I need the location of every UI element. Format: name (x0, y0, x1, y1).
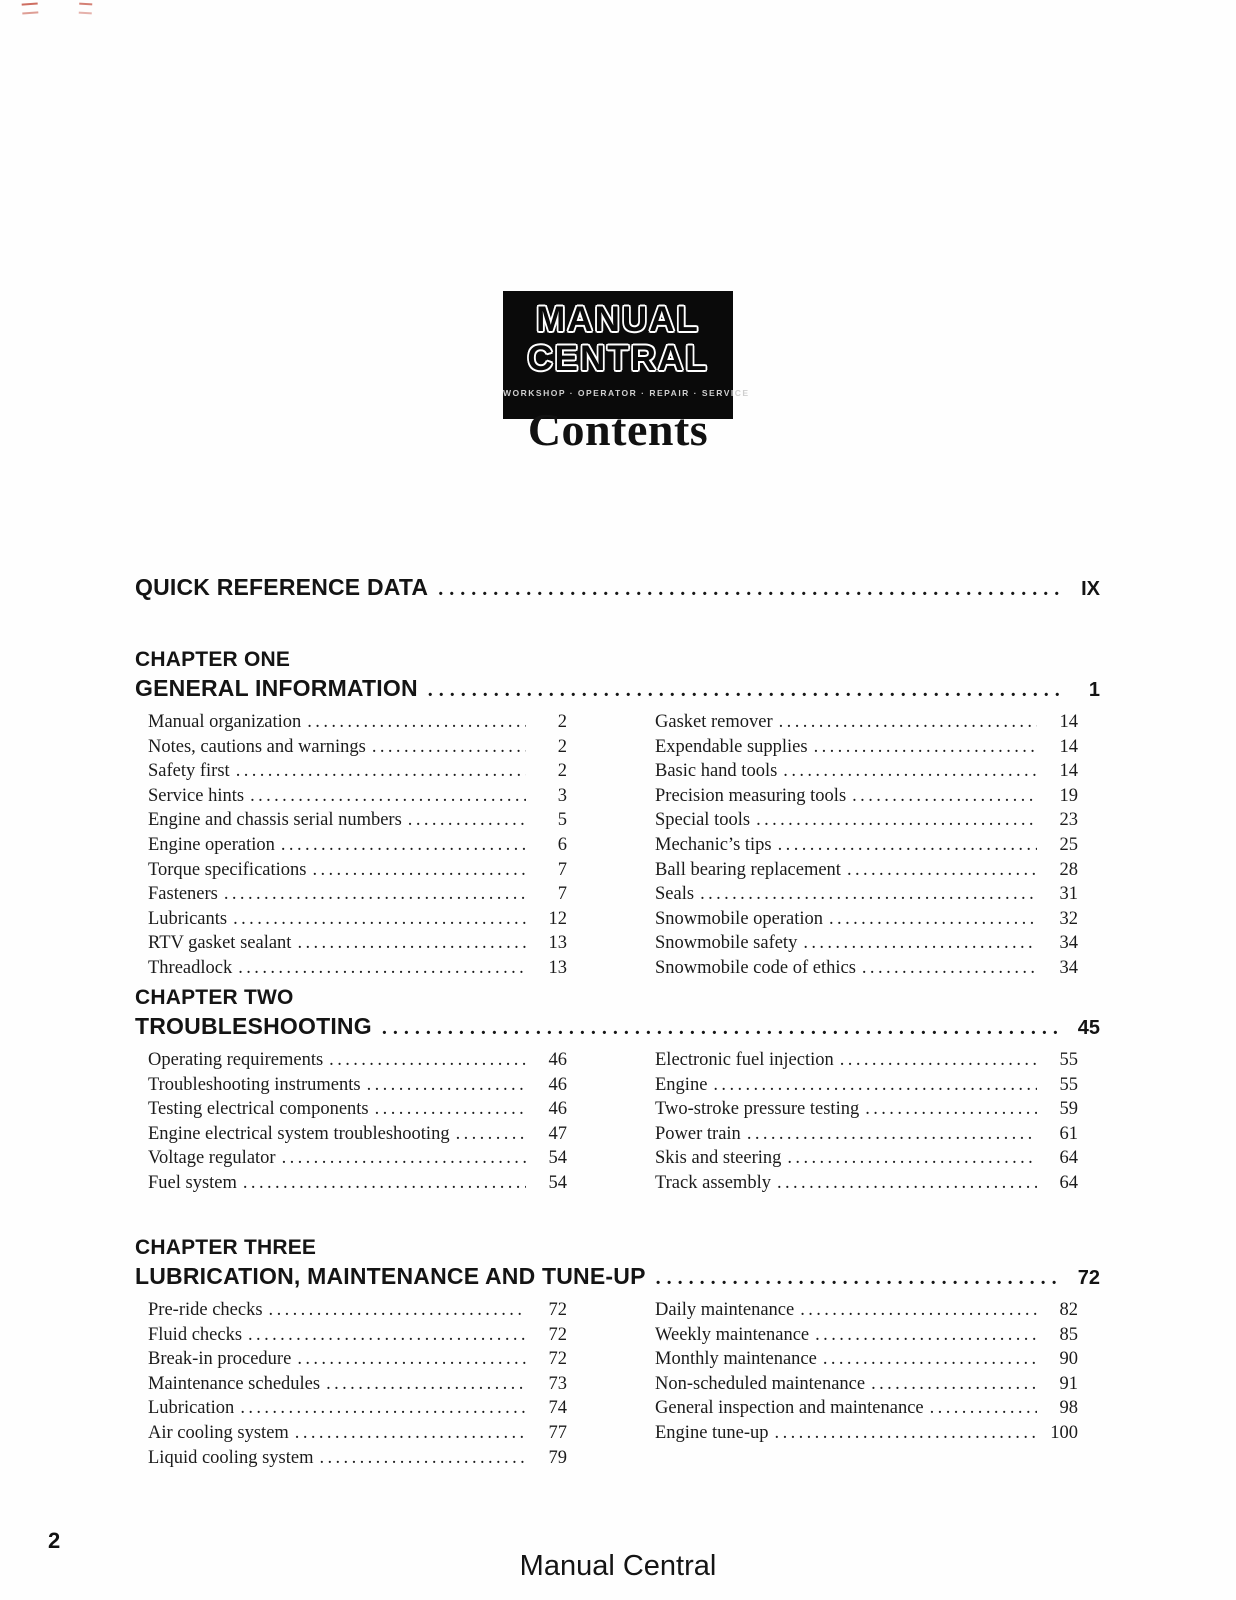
page-title: Contents (527, 404, 709, 455)
red-pen-mark (22, 2, 39, 14)
toc-entry-page: 14 (1059, 761, 1078, 782)
dot-leader (248, 1323, 526, 1348)
chapter-columns (135, 1298, 1100, 1470)
toc-entry-row (655, 1298, 1078, 1323)
toc-entry-row (148, 833, 567, 858)
chapter-right-column (655, 1048, 1078, 1196)
toc-entry-row (148, 784, 567, 809)
dot-leader (240, 1396, 526, 1421)
toc-entry-page: 2 (557, 736, 567, 757)
chapter-title: GENERAL INFORMATION (135, 675, 418, 701)
toc-entry-page: 46 (548, 1074, 567, 1095)
toc-entry-row (655, 1122, 1078, 1147)
toc-entry-row (148, 882, 567, 907)
dot-leader (713, 1073, 1037, 1098)
toc-entry-page: 47 (548, 1123, 567, 1144)
toc-entry-label: Engine and chassis serial numbers (148, 810, 402, 831)
toc-entry-page: 32 (1059, 908, 1078, 929)
dot-leader (823, 1347, 1037, 1372)
manual-central-logo (503, 291, 750, 419)
toc-entry-label: General inspection and maintenance (655, 1398, 924, 1419)
toc-entry-page: 72 (548, 1300, 567, 1320)
dot-leader (747, 1122, 1037, 1147)
toc-entry-label: Snowmobile safety (655, 933, 798, 954)
dot-leader (250, 784, 526, 809)
toc-entry-label: Snowmobile operation (655, 908, 824, 929)
toc-entry-label: Lubrication (148, 1398, 235, 1419)
toc-entry-label: Engine tune-up (655, 1422, 769, 1443)
toc-entry-page: 73 (548, 1373, 567, 1394)
chapter-columns (135, 1048, 1100, 1196)
dot-leader (297, 931, 526, 956)
dot-leader (367, 1073, 526, 1098)
toc-entry-label: Electronic fuel injection (655, 1050, 834, 1070)
logo-word-central: CENTRAL (527, 339, 709, 378)
dot-leader (778, 833, 1037, 858)
toc-entry-row (655, 1073, 1078, 1098)
dot-leader (783, 759, 1037, 784)
toc-entry-page: 74 (548, 1398, 567, 1419)
toc-entry-label: Weekly maintenance (655, 1324, 810, 1345)
toc-entry-label: Break-in procedure (148, 1349, 292, 1370)
folio-page-number: 2 (48, 1528, 61, 1553)
toc-entry-page: 19 (1059, 785, 1078, 806)
toc-entry-label: Daily maintenance (655, 1300, 795, 1320)
toc-entry-label: Safety first (148, 761, 230, 782)
toc-entry-label: Mechanic’s tips (655, 834, 772, 855)
toc-entry-label: Track assembly (655, 1172, 771, 1193)
dot-leader (297, 1347, 526, 1372)
quick-reference-page: IX (1081, 578, 1100, 600)
toc-entry-row (148, 931, 567, 956)
quick-reference-label: QUICK REFERENCE DATA (135, 574, 429, 600)
dot-leader (756, 808, 1037, 833)
dot-leader (307, 710, 526, 735)
toc-entry-row (148, 1372, 567, 1397)
chapter-kicker: CHAPTER TWO (135, 986, 294, 1009)
toc-entry-label: Monthly maintenance (655, 1349, 817, 1370)
dot-leader (408, 808, 526, 833)
toc-entry-row (148, 907, 567, 932)
dot-leader (428, 675, 1062, 705)
toc-entry-label: Voltage regulator (148, 1148, 276, 1169)
dot-leader (775, 1421, 1037, 1446)
toc-entry-row (655, 931, 1078, 956)
dot-leader (243, 1171, 526, 1196)
toc-entry-row (148, 1421, 567, 1446)
toc-entry-label: Torque specifications (148, 859, 307, 880)
toc-entry-row (148, 735, 567, 760)
chapter-one-section (135, 646, 1100, 981)
quick-reference-row (135, 572, 1100, 604)
toc-entry-page: 54 (548, 1172, 567, 1193)
toc-entry-page: 90 (1059, 1349, 1078, 1370)
dot-leader (236, 759, 526, 784)
toc-entry-page: 85 (1059, 1324, 1078, 1345)
toc-entry-row (655, 1372, 1078, 1397)
toc-entry-row (148, 1122, 567, 1147)
toc-entry-row (148, 956, 567, 981)
logo-word-manual: MANUAL (536, 300, 700, 339)
toc-entry-page: 13 (548, 957, 567, 978)
toc-entry-label: Power train (655, 1123, 741, 1144)
toc-entry-page: 55 (1059, 1074, 1078, 1095)
toc-entry-page: 2 (557, 761, 567, 782)
dot-leader (815, 1323, 1037, 1348)
chapter-title: LUBRICATION, MAINTENANCE AND TUNE-UP (135, 1263, 646, 1289)
toc-entry-page: 13 (548, 933, 567, 954)
toc-entry-row (148, 1446, 567, 1471)
toc-entry-page: 64 (1059, 1172, 1078, 1193)
toc-entry-row (655, 710, 1078, 735)
toc-entry-page: 31 (1059, 884, 1078, 905)
toc-entry-page: 55 (1059, 1050, 1078, 1070)
chapter-title-row (135, 1261, 1100, 1293)
dot-leader (438, 574, 1062, 604)
toc-entry-label: Engine electrical system troubleshooting (148, 1123, 450, 1144)
chapter-kicker: CHAPTER THREE (135, 1236, 317, 1259)
toc-entry-page: 12 (548, 908, 567, 929)
dot-leader (847, 858, 1037, 883)
toc-entry-page: 46 (548, 1099, 567, 1120)
toc-entry-page: 6 (557, 834, 567, 855)
toc-entry-label: Special tools (655, 810, 751, 831)
toc-entry-page: 82 (1059, 1300, 1078, 1320)
dot-leader (779, 710, 1037, 735)
toc-entry-row (148, 1323, 567, 1348)
toc-entry-label: Operating requirements (148, 1050, 324, 1070)
chapter-left-column (135, 1048, 567, 1196)
toc-entry-label: Threadlock (148, 957, 233, 978)
toc-entry-row (148, 1347, 567, 1372)
toc-entry-row (655, 1421, 1078, 1446)
toc-entry-row (148, 710, 567, 735)
toc-entry-label: Two-stroke pressure testing (655, 1099, 860, 1120)
toc-entry-page: 34 (1059, 933, 1078, 954)
dot-leader (382, 1013, 1062, 1043)
chapter-page-number: 45 (1077, 1017, 1100, 1039)
chapter-two-section (135, 984, 1100, 1196)
dot-leader (375, 1097, 526, 1122)
toc-entry-label: Seals (655, 884, 695, 905)
dot-leader (329, 1048, 526, 1073)
toc-entry-page: 64 (1059, 1148, 1078, 1169)
toc-entry-page: 25 (1059, 834, 1078, 855)
toc-entry-label: Pre-ride checks (148, 1300, 263, 1320)
toc-entry-label: Fuel system (148, 1172, 237, 1193)
dot-leader (777, 1171, 1037, 1196)
toc-entry-page: 3 (557, 785, 567, 806)
toc-entry-label: Ball bearing replacement (655, 859, 841, 880)
chapter-right-column (655, 1298, 1078, 1470)
toc-entry-row (655, 1323, 1078, 1348)
toc-entry-row (148, 1073, 567, 1098)
toc-entry-label: Air cooling system (148, 1422, 289, 1443)
toc-entry-label: Liquid cooling system (148, 1447, 314, 1468)
dot-leader (456, 1122, 526, 1147)
toc-entry-row (655, 1171, 1078, 1196)
toc-entry-label: Non-scheduled maintenance (655, 1373, 866, 1394)
toc-entry-page: 23 (1059, 810, 1078, 831)
toc-entry-page: 46 (548, 1050, 567, 1070)
dot-leader (269, 1298, 526, 1323)
logo-tagline: WORKSHOP · OPERATOR · REPAIR · SERVICE (503, 388, 750, 398)
toc-entry-row (148, 1396, 567, 1421)
toc-entry-label: Basic hand tools (655, 761, 778, 782)
dot-leader (852, 784, 1037, 809)
toc-entry-row (655, 1347, 1078, 1372)
chapter-three-section (135, 1234, 1100, 1470)
toc-entry-row (655, 808, 1078, 833)
toc-entry-row (655, 1048, 1078, 1073)
toc-entry-row (655, 956, 1078, 981)
dot-leader (224, 882, 526, 907)
toc-entry-row (655, 1396, 1078, 1421)
toc-entry-page: 14 (1059, 712, 1078, 732)
dot-leader (656, 1263, 1062, 1293)
dot-leader (803, 931, 1037, 956)
toc-entry-page: 91 (1059, 1373, 1078, 1394)
toc-entry-label: Fluid checks (148, 1324, 243, 1345)
dot-leader (930, 1396, 1037, 1421)
toc-entry-row (655, 858, 1078, 883)
dot-leader (871, 1372, 1037, 1397)
dot-leader (233, 907, 526, 932)
dot-leader (281, 833, 526, 858)
toc-entry-page: 77 (548, 1422, 567, 1443)
toc-entry-label: Testing electrical components (148, 1099, 369, 1120)
chapter-right-column (655, 710, 1078, 981)
toc-entry-row (148, 808, 567, 833)
toc-entry-label: Engine (655, 1074, 708, 1095)
toc-entry-label: Notes, cautions and warnings (148, 736, 366, 757)
dot-leader (319, 1446, 526, 1471)
dot-leader (814, 735, 1037, 760)
toc-entry-row (655, 1097, 1078, 1122)
toc-entry-page: 100 (1050, 1422, 1078, 1443)
toc-entry-page: 2 (557, 712, 567, 732)
toc-entry-page: 72 (548, 1324, 567, 1345)
toc-entry-page: 79 (548, 1447, 567, 1468)
toc-entry-row (655, 907, 1078, 932)
toc-entry-page: 72 (548, 1349, 567, 1370)
toc-entry-row (148, 1146, 567, 1171)
chapter-title-row (135, 673, 1100, 705)
dot-leader (862, 956, 1037, 981)
dot-leader (312, 858, 526, 883)
toc-entry-row (655, 1146, 1078, 1171)
toc-entry-row (655, 882, 1078, 907)
dot-leader (282, 1146, 526, 1171)
dot-leader (800, 1298, 1037, 1323)
dot-leader (787, 1146, 1037, 1171)
dot-leader (829, 907, 1037, 932)
toc-entry-row (148, 1298, 567, 1323)
dot-leader (700, 882, 1037, 907)
dot-leader (295, 1421, 526, 1446)
toc-entry-row (148, 1097, 567, 1122)
toc-entry-label: Snowmobile code of ethics (655, 957, 856, 978)
toc-entry-page: 61 (1059, 1123, 1078, 1144)
toc-entry-row (655, 833, 1078, 858)
chapter-title: TROUBLESHOOTING (135, 1013, 372, 1039)
toc-entry-page: 54 (548, 1148, 567, 1169)
chapter-title-row (135, 1011, 1100, 1043)
toc-entry-label: RTV gasket sealant (148, 933, 292, 954)
chapter-page-number: 1 (1088, 679, 1100, 701)
toc-entry-label: Troubleshooting instruments (148, 1074, 361, 1095)
toc-entry-row (148, 1171, 567, 1196)
toc-entry-label: Skis and steering (655, 1148, 782, 1169)
toc-entry-label: Service hints (148, 785, 245, 806)
toc-entry-row (655, 784, 1078, 809)
toc-entry-label: Precision measuring tools (655, 785, 847, 806)
dot-leader (238, 956, 526, 981)
red-pen-mark (79, 3, 93, 15)
toc-entry-label: Engine operation (148, 834, 275, 855)
toc-entry-label: Lubricants (148, 908, 228, 929)
toc-entry-label: Gasket remover (655, 712, 773, 732)
toc-entry-row (148, 759, 567, 784)
toc-entry-label: Manual organization (148, 712, 302, 732)
toc-entry-page: 59 (1059, 1099, 1078, 1120)
chapter-page-number: 72 (1077, 1267, 1100, 1289)
toc-entry-page: 28 (1059, 859, 1078, 880)
toc-entry-row (655, 735, 1078, 760)
chapter-kicker: CHAPTER ONE (135, 648, 291, 671)
toc-entry-page: 7 (557, 884, 567, 905)
footer-brand: Manual Central (519, 1550, 717, 1582)
toc-entry-page: 5 (557, 810, 567, 831)
toc-entry-row (148, 1048, 567, 1073)
toc-entry-page: 7 (557, 859, 567, 880)
toc-entry-page: 34 (1059, 957, 1078, 978)
toc-entry-page: 14 (1059, 736, 1078, 757)
dot-leader (865, 1097, 1037, 1122)
quick-reference-section (135, 572, 1100, 604)
toc-entry-label: Fasteners (148, 884, 218, 905)
toc-entry-row (655, 759, 1078, 784)
chapter-columns (135, 710, 1100, 981)
chapter-left-column (135, 1298, 567, 1470)
toc-entry-label: Expendable supplies (655, 736, 808, 757)
toc-entry-label: Maintenance schedules (148, 1373, 321, 1394)
chapter-left-column (135, 710, 567, 981)
toc-entry-page: 98 (1059, 1398, 1078, 1419)
dot-leader (372, 735, 526, 760)
dot-leader (326, 1372, 526, 1397)
dot-leader (840, 1048, 1037, 1073)
toc-entry-row (148, 858, 567, 883)
